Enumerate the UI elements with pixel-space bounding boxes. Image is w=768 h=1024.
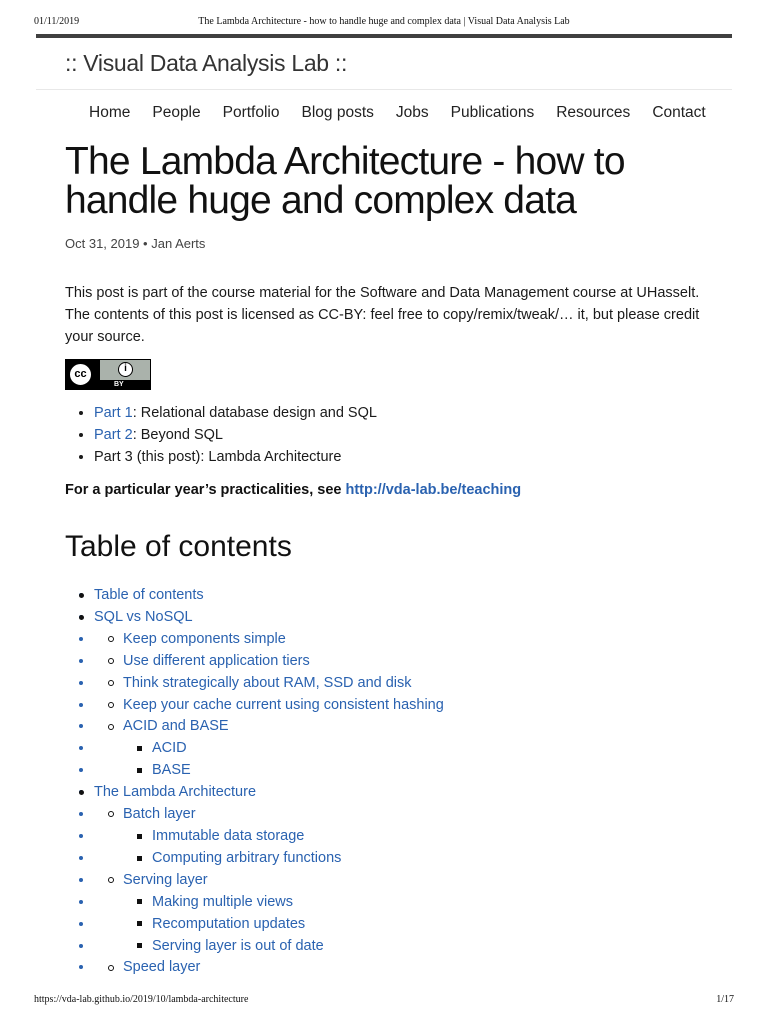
toc-item xyxy=(94,716,444,738)
nav-portfolio[interactable]: Portfolio xyxy=(222,104,280,121)
toc-item xyxy=(94,782,444,804)
toc-link[interactable]: The Lambda Architecture xyxy=(94,784,257,801)
disc-bullet-icon xyxy=(79,585,84,607)
by-strip xyxy=(100,380,150,389)
square-bullet-icon xyxy=(137,892,142,914)
square-bullet-icon xyxy=(137,936,142,958)
toc-link[interactable]: SQL vs NoSQL xyxy=(94,608,193,625)
toc-item xyxy=(94,760,444,782)
part-2-text: : Beyond SQL xyxy=(132,427,223,443)
print-url: https://vda-lab.github.io/2019/10/lambda-architecture xyxy=(34,994,249,1005)
toc-link[interactable]: Serving layer is out of date xyxy=(152,937,324,954)
toc-link[interactable]: Recomputation updates xyxy=(152,915,306,932)
square-bullet-icon xyxy=(137,826,142,848)
circle-bullet-icon xyxy=(108,957,114,979)
list-item xyxy=(94,402,377,424)
circle-bullet-icon xyxy=(108,870,114,892)
cc-logo-icon: cc xyxy=(68,362,93,387)
toc-link[interactable]: Computing arbitrary functions xyxy=(152,849,342,866)
toc-item xyxy=(94,585,444,607)
nav-contact[interactable]: Contact xyxy=(652,104,706,121)
nav-people[interactable]: People xyxy=(152,104,201,121)
attribution-person-icon: i xyxy=(118,362,133,377)
toc-item xyxy=(94,695,444,717)
toc-item xyxy=(94,914,444,936)
circle-bullet-icon xyxy=(108,716,114,738)
circle-bullet-icon xyxy=(108,651,114,673)
course-parts-list xyxy=(94,402,377,468)
nav-jobs[interactable]: Jobs xyxy=(395,104,429,121)
toc-item xyxy=(94,738,444,760)
toc-item xyxy=(94,957,444,979)
main-nav xyxy=(89,104,706,122)
disc-bullet-icon xyxy=(79,607,84,629)
by-label: BY xyxy=(114,381,124,388)
intro-paragraph: This post is part of the course material for the Software and Data Management course at UHasselt. The contents of this post is licensed as CC-BY: feel free to copy/remix/tweak/… it, but please credit your source. xyxy=(65,285,700,345)
nav-resources[interactable]: Resources xyxy=(556,104,631,121)
square-bullet-icon xyxy=(137,738,142,760)
toc-link[interactable]: Batch layer xyxy=(123,806,196,823)
part-1-link[interactable]: Part 1 xyxy=(94,405,133,421)
toc-item xyxy=(94,826,444,848)
toc-item xyxy=(94,629,444,651)
toc-link[interactable]: Serving layer xyxy=(123,871,208,888)
toc-link[interactable]: Speed layer xyxy=(123,959,201,976)
toc-link[interactable]: Immutable data storage xyxy=(152,827,305,844)
toc-link[interactable]: ACID xyxy=(152,740,187,757)
toc-item xyxy=(94,673,444,695)
part-1-text: : Relational database design and SQL xyxy=(132,405,377,421)
toc-item xyxy=(94,870,444,892)
header-divider xyxy=(36,89,732,90)
toc-item xyxy=(94,804,444,826)
toc-link[interactable]: BASE xyxy=(152,762,191,779)
circle-bullet-icon xyxy=(108,695,114,717)
toc-item xyxy=(94,651,444,673)
top-rule xyxy=(36,34,732,38)
toc-link[interactable]: Keep components simple xyxy=(123,630,286,647)
practicalities-text: For a particular year’s practicalities, see xyxy=(65,482,346,498)
toc-item xyxy=(94,607,444,629)
nav-home[interactable]: Home xyxy=(89,104,131,121)
disc-bullet-icon xyxy=(79,782,84,804)
list-item xyxy=(94,424,377,446)
toc-link[interactable]: Table of contents xyxy=(94,587,204,603)
post-title: The Lambda Architecture - how to handle huge and complex data xyxy=(65,140,625,222)
toc-link[interactable]: ACID and BASE xyxy=(123,718,229,735)
print-date: 01/11/2019 xyxy=(34,16,80,27)
practicalities-paragraph xyxy=(65,482,521,498)
post-meta: Oct 31, 2019 • Jan Aerts xyxy=(65,236,206,251)
creative-commons-by-icon[interactable] xyxy=(65,359,151,390)
nav-publications[interactable]: Publications xyxy=(450,104,535,121)
toc-link[interactable]: Making multiple views xyxy=(152,893,294,910)
table-of-contents xyxy=(94,585,444,979)
teaching-link[interactable]: http://vda-lab.be/teaching xyxy=(345,482,522,498)
site-title-link[interactable]: :: Visual Data Analysis Lab :: xyxy=(65,50,348,76)
toc-item xyxy=(94,936,444,958)
print-document-title: The Lambda Architecture - how to handle huge and complex data | Visual Data Analysis Lab xyxy=(198,16,570,27)
square-bullet-icon xyxy=(137,914,142,936)
toc-link[interactable]: Keep your cache current using consistent hashing xyxy=(123,696,444,713)
part-2-link[interactable]: Part 2 xyxy=(94,427,133,443)
square-bullet-icon xyxy=(137,760,142,782)
circle-bullet-icon xyxy=(108,629,114,651)
nav-blog-posts[interactable]: Blog posts xyxy=(301,104,374,121)
page-counter: 1/17 xyxy=(716,994,734,1005)
toc-item xyxy=(94,848,444,870)
list-item xyxy=(94,446,377,468)
square-bullet-icon xyxy=(137,848,142,870)
toc-item xyxy=(94,892,444,914)
toc-heading: Table of contents xyxy=(65,530,292,563)
print-header xyxy=(34,16,734,30)
toc-link[interactable]: Use different application tiers xyxy=(123,652,310,669)
circle-bullet-icon xyxy=(108,673,114,695)
print-footer xyxy=(34,994,734,1008)
circle-bullet-icon xyxy=(108,804,114,826)
part-3-text: Part 3 (this post): Lambda Architecture xyxy=(94,449,342,465)
toc-link[interactable]: Think strategically about RAM, SSD and disk xyxy=(123,674,412,691)
